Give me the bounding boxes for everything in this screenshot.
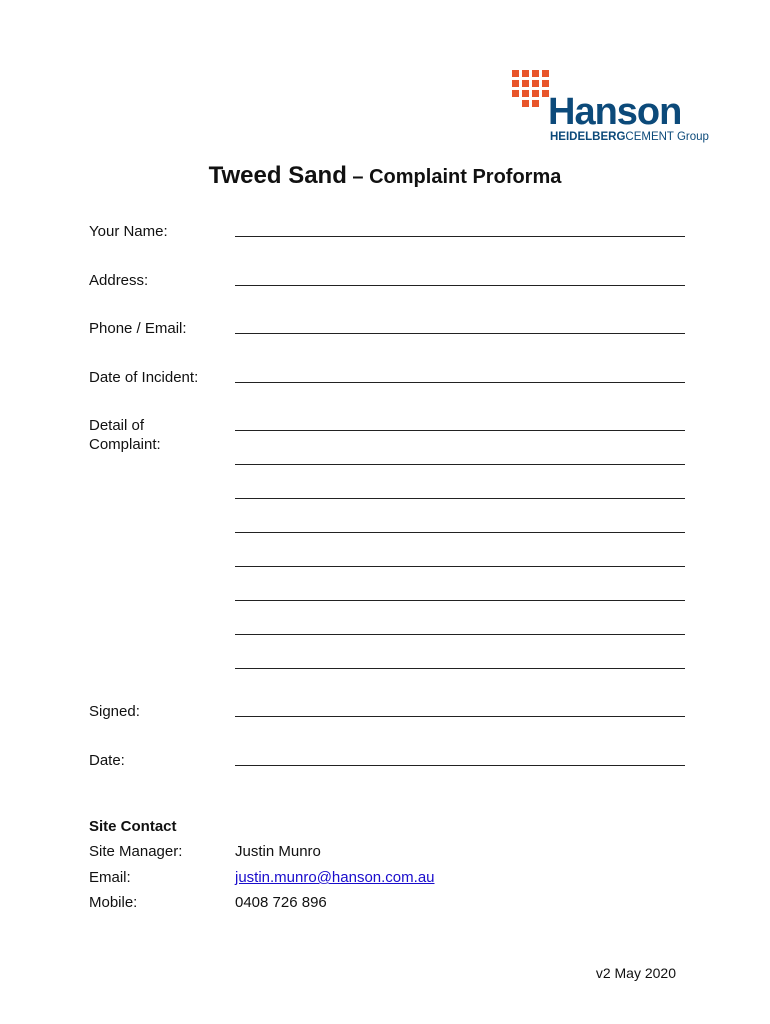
complaint-detail-line[interactable]	[235, 668, 685, 669]
logo-squares	[512, 70, 549, 107]
logo-group-bold: HEIDELBERG	[550, 131, 626, 143]
date-field[interactable]	[235, 765, 685, 766]
address-label: Address:	[89, 272, 149, 289]
title-main: Tweed Sand	[208, 162, 347, 189]
date-label: Date:	[89, 752, 125, 769]
detail-of-complaint-label-line1: Detail of	[89, 417, 145, 434]
email-label: Email:	[89, 869, 131, 886]
complaint-detail-line[interactable]	[235, 566, 685, 567]
site-contact-heading: Site Contact	[89, 818, 177, 835]
complaint-detail-line[interactable]	[235, 600, 685, 601]
hanson-logo-graphic	[512, 70, 732, 145]
version-footer: v2 May 2020	[595, 965, 676, 981]
date-of-incident-field[interactable]	[235, 382, 685, 383]
hanson-logo	[512, 70, 732, 145]
site-manager-label: Site Manager:	[89, 843, 183, 860]
site-manager-value: Justin Munro	[235, 843, 321, 860]
address-field[interactable]	[235, 285, 685, 286]
phone-email-label: Phone / Email:	[89, 320, 187, 337]
logo-group-regular: CEMENT Group	[625, 131, 709, 143]
detail-of-complaint-label-line2: Complaint:	[89, 436, 161, 453]
mobile-label: Mobile:	[89, 894, 138, 911]
page-title	[0, 154, 770, 191]
email-link[interactable]: justin.munro@hanson.com.au	[235, 869, 435, 886]
complaint-detail-line[interactable]	[235, 634, 685, 635]
date-of-incident-label: Date of Incident:	[89, 369, 199, 386]
signed-field[interactable]	[235, 716, 685, 717]
complaint-detail-line[interactable]	[235, 464, 685, 465]
logo-brand-text: Hanson	[548, 91, 682, 133]
complaint-detail-line[interactable]	[235, 498, 685, 499]
your-name-label: Your Name:	[89, 223, 168, 240]
phone-email-field[interactable]	[235, 333, 685, 334]
complaint-detail-line[interactable]	[235, 532, 685, 533]
your-name-field[interactable]	[235, 236, 685, 237]
mobile-value: 0408 726 896	[235, 894, 327, 911]
logo-group-text	[550, 131, 709, 143]
complaint-detail-line[interactable]	[235, 430, 685, 431]
title-sub: – Complaint Proforma	[346, 166, 562, 188]
signed-label: Signed:	[89, 703, 140, 720]
